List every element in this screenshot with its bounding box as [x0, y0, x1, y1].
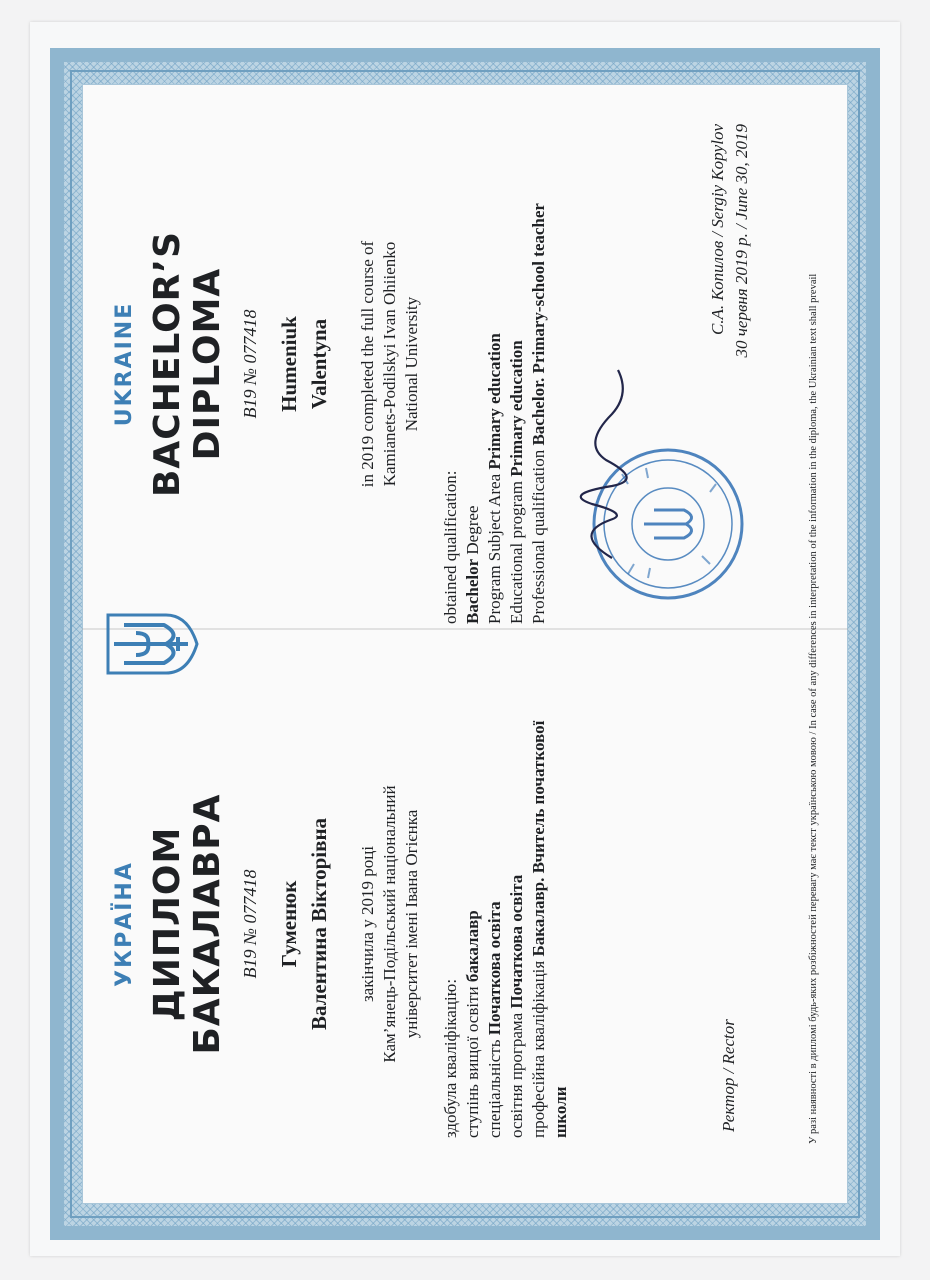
- obtained-label: obtained qualification:: [441, 470, 460, 624]
- issue-date: 30 червня 2019 р. / June 30, 2019: [732, 124, 751, 358]
- signatory-name: С.А. Копилов / Sergiy Kopylov: [708, 124, 727, 336]
- completed-line: in 2019 completed the full course of: [358, 240, 377, 488]
- degree-line: Bachelor Degree: [463, 505, 482, 624]
- diploma-title-en: [148, 84, 228, 644]
- completion-text-en: [357, 104, 423, 624]
- diploma-number-en: B19 № 077418: [240, 309, 260, 419]
- university-line-2: університет імені Івана Огієнка: [402, 809, 421, 1039]
- title-line-1: ДИПЛОМ: [147, 826, 188, 1022]
- country-name-ua: УКРАЇНА: [112, 861, 137, 987]
- university-line-1: Kamianets-Podilskyi Ivan Ohiienko: [380, 241, 399, 487]
- prof-qualification-line: професійна кваліфікація Бакалавр. Вчитель початкової школи: [529, 720, 570, 1138]
- diploma-title-ua: [148, 644, 228, 1204]
- completed-line: закінчила у 2019 році: [358, 845, 377, 1003]
- rotated-content: [82, 84, 848, 1204]
- given-names-ua: Валентина Вікторівна: [307, 817, 331, 1031]
- title-line-2: БАКАЛАВРА: [187, 793, 228, 1055]
- rector-label: Ректор / Rector: [719, 1019, 738, 1132]
- given-names-en: Valentyna: [307, 318, 331, 410]
- completion-text-ua: [357, 664, 423, 1184]
- language-precedence-footnote: У разі наявності в дипломі будь-яких розбіжностей перевагу має текст українською мовою / In case of any differences in interpretation of the information in the diploma, the Ukrainian text shall prevail: [808, 273, 819, 1144]
- handwritten-signature: [552, 364, 672, 564]
- program-line: Educational program Primary education: [507, 340, 526, 624]
- ukrainian-section: [82, 644, 848, 1204]
- holder-name-ua: [274, 644, 334, 1204]
- title-line-2: DIPLOMA: [187, 267, 228, 461]
- diploma-number-ua: B19 № 077418: [240, 869, 260, 979]
- title-line-1: BACHELOR’S: [147, 230, 188, 498]
- prof-qualification-line: Professional qualification Bachelor. Primary-school teacher: [529, 203, 548, 624]
- surname-ua: Гуменюк: [277, 880, 301, 968]
- university-line-2: National University: [402, 296, 421, 432]
- program-line: освітня програма Початкова освіта: [507, 874, 526, 1138]
- country-name-en: UKRAINE: [112, 301, 137, 427]
- qualification-en: [440, 114, 550, 624]
- university-line-1: Кам’янець-Подільський національний: [380, 785, 399, 1063]
- holder-name-en: [274, 84, 334, 644]
- surname-en: Humeniuk: [277, 316, 301, 412]
- obtained-label: здобула кваліфікацію:: [441, 978, 460, 1138]
- specialty-line: спеціальність Початкова освіта: [485, 901, 504, 1138]
- specialty-line: Program Subject Area Primary education: [485, 333, 504, 624]
- qualification-ua: [440, 668, 572, 1138]
- degree-line: ступінь вищої освіти бакалавр: [463, 910, 482, 1138]
